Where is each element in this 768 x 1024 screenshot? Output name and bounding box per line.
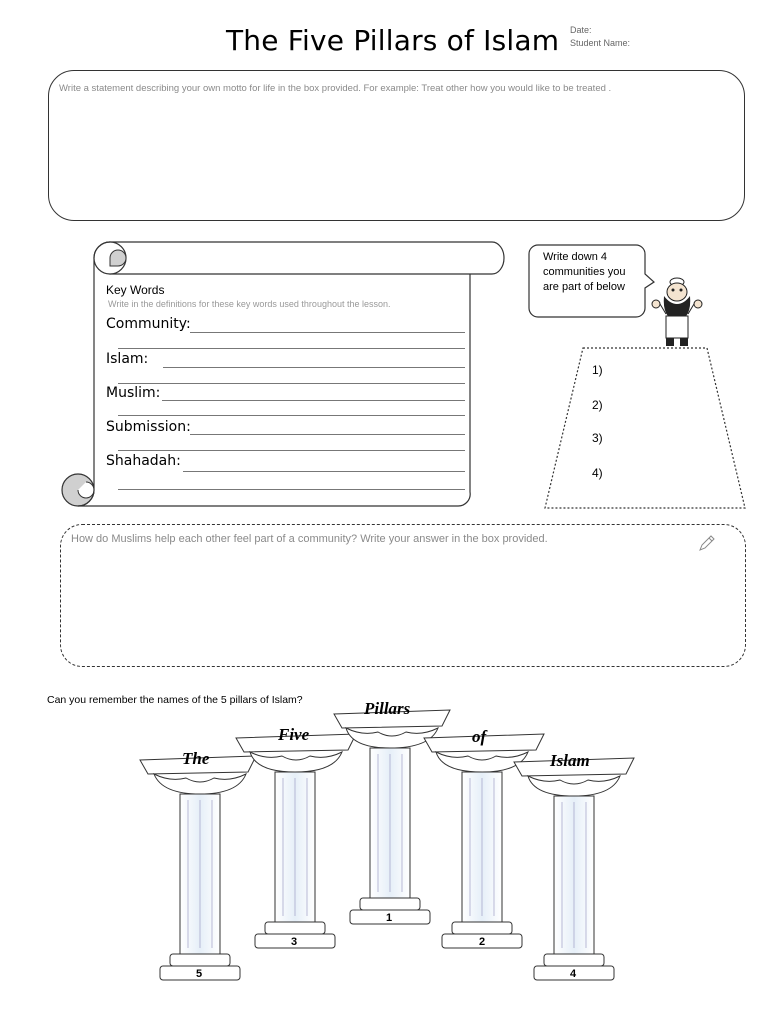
motto-prompt: Write a statement describing your own motto for life in the box provided. For example: Treat other how you would like to be treated . <box>59 83 612 94</box>
community-answer-box[interactable] <box>60 524 746 667</box>
answer-line[interactable] <box>118 348 465 349</box>
pillar-4 <box>514 758 634 980</box>
term-community: Community: <box>106 316 191 332</box>
banner-word-five: Five <box>278 725 310 744</box>
pillar-number: 2 <box>479 936 486 948</box>
banner-word-pillars: Pillars <box>364 699 411 718</box>
term-shahadah: Shahadah: <box>106 453 181 469</box>
page-title: The Five Pillars of Islam <box>226 24 560 57</box>
banner-word-the: The <box>182 749 210 768</box>
answer-line[interactable] <box>190 332 465 333</box>
answer-line[interactable] <box>183 471 465 472</box>
pillars-question: Can you remember the names of the 5 pillars of Islam? <box>47 694 303 706</box>
motto-answer-box[interactable] <box>48 70 745 221</box>
key-words-heading: Key Words <box>106 283 165 297</box>
answer-line[interactable] <box>118 383 465 384</box>
community-item-1: 1) <box>592 363 603 377</box>
pillar-number: 4 <box>570 968 577 980</box>
date-label: Date: <box>570 25 592 35</box>
student-name-label: Student Name: <box>570 38 631 48</box>
community-prompt: How do Muslims help each other feel part of a community? Write your answer in the box provided. <box>71 533 548 545</box>
pillar-number: 5 <box>196 968 203 980</box>
pillar-3 <box>236 734 356 948</box>
term-islam: Islam: <box>106 351 149 367</box>
banner-word-of: of <box>472 727 487 746</box>
term-muslim: Muslim: <box>106 385 161 401</box>
bubble-text: Write down 4 communities you are part of below <box>543 251 626 293</box>
answer-line[interactable] <box>118 415 465 416</box>
term-submission: Submission: <box>106 419 191 435</box>
community-item-4: 4) <box>592 466 603 480</box>
pillar-5 <box>140 756 256 980</box>
answer-line[interactable] <box>163 367 465 368</box>
key-words-instruction: Write in the definitions for these key words used throughout the lesson. <box>108 299 391 309</box>
pillar-number: 3 <box>291 936 298 948</box>
communities-box[interactable] <box>543 346 747 510</box>
cartoon-man-icon <box>644 270 710 350</box>
pillar-number: 1 <box>386 912 393 924</box>
answer-line[interactable] <box>118 450 465 451</box>
header-meta <box>570 24 630 50</box>
community-item-3: 3) <box>592 431 603 445</box>
pencil-icon <box>697 533 717 553</box>
banner-word-islam: Islam <box>550 751 590 770</box>
five-pillars-illustration <box>130 690 640 990</box>
answer-line[interactable] <box>162 400 465 401</box>
community-item-2: 2) <box>592 398 603 412</box>
answer-line[interactable] <box>118 489 465 490</box>
answer-line[interactable] <box>190 434 465 435</box>
